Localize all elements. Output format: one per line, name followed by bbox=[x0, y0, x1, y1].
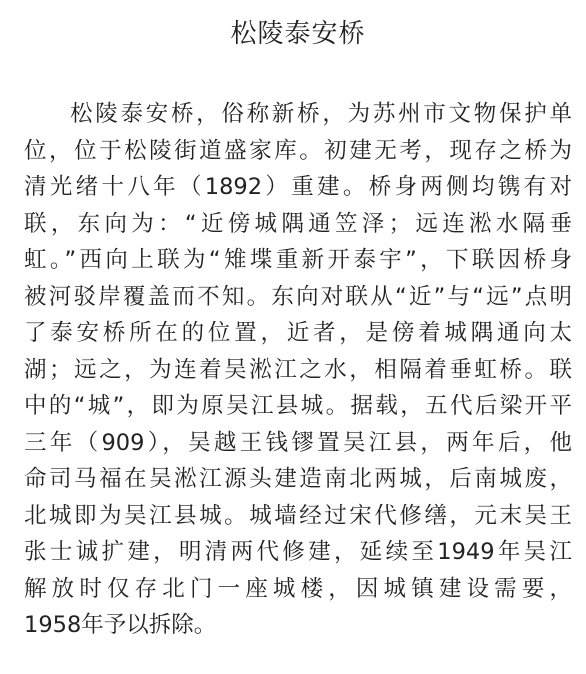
paragraph-line: 命司马福在吴淞江源头建造南北两城，后南城废， bbox=[24, 466, 572, 492]
article-body bbox=[24, 96, 572, 644]
paragraph-line: 张士诚扩建，明清两代修建，延续至1949年吴江 bbox=[24, 539, 572, 565]
paragraph-line: 松陵泰安桥，俗称新桥，为苏州市文物保护单 bbox=[70, 101, 572, 127]
article-title: 松陵泰安桥 bbox=[230, 19, 366, 49]
paragraph-line: 了泰安桥所在的位置，近者，是傍着城隅通向太 bbox=[24, 320, 572, 346]
paragraph-line: 北城即为吴江县城。城墙经过宋代修缮，元末吴王 bbox=[24, 502, 572, 529]
paragraph-line: 中的“城”，即为原吴江县城。据载，五代后梁开平 bbox=[24, 393, 572, 419]
paragraph-line: 解放时仅存北门一座城楼，因城镇建设需要， bbox=[24, 575, 572, 602]
paragraph-line: 三年（909），吴越王钱镠置吴江县，两年后，他 bbox=[24, 429, 572, 456]
paragraph-line: 清光绪十八年（1892）重建。桥身两侧均镌有对 bbox=[24, 174, 572, 200]
paragraph-line: 虹。”西向上联为“雉堞重新开泰宇”，下联因桥身 bbox=[24, 247, 572, 273]
paragraph-line: 1958年予以拆除。 bbox=[24, 612, 217, 638]
paragraph-line: 联，东向为：“近傍城隅通笠泽；远连淞水隔垂 bbox=[24, 210, 572, 237]
paragraph-line: 位，位于松陵街道盛家库。初建无考，现存之桥为 bbox=[24, 137, 572, 164]
paragraph-line: 被河驳岸覆盖而不知。东向对联从“近”与“远”点明 bbox=[24, 283, 572, 310]
paragraph-line: 湖；远之，为连着吴淞江之水，相隔着垂虹桥。联 bbox=[24, 356, 572, 383]
